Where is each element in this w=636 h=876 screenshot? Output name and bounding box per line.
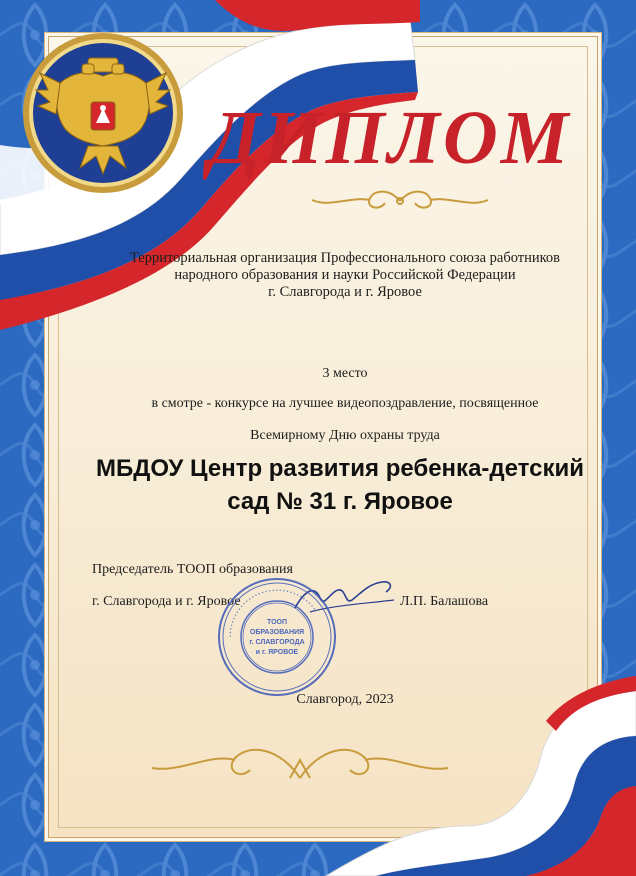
issuer-line-1: Территориальная организация Профессионального союза работников <box>129 250 561 266</box>
winner-name <box>80 452 600 518</box>
stamp-line-4: и г. ЯРОВОЕ <box>255 649 299 656</box>
diploma-title: ДИПЛОМ <box>208 96 572 180</box>
contest-occasion: Всемирному Дню охраны труда <box>250 428 440 443</box>
signer-position-line-1: Председатель ТООП образования <box>92 562 293 577</box>
signer-name: Л.П. Балашова <box>400 594 489 609</box>
winner-line-2: сад № 31 г. Яровое <box>227 488 453 515</box>
russian-coat-of-arms-icon <box>18 28 188 198</box>
stamp-line-3: г. СЛАВГОРОДА <box>249 639 305 646</box>
ribbon-bottom-right <box>316 676 636 876</box>
issuer-line-3: г. Славгорода и г. Яровое <box>268 284 422 300</box>
stamp-line-1: ТООП <box>266 619 288 626</box>
contest-description: в смотре - конкурсе на лучшее видеопоздравление, посвященное <box>151 396 539 411</box>
issuer-line-2: народного образования и науки Российской Федерации <box>174 267 516 283</box>
svg-text:• • • • • • • • • • • • • • •: • • • • • • • • • • • • • • • • • • • • • • • • • • • • • • • • • <box>227 587 317 638</box>
city-and-year: Славгород, 2023 <box>296 692 394 707</box>
signer-position-line-2: г. Славгорода и г. Яровое <box>92 594 241 609</box>
stamp-line-2: ОБРАЗОВАНИЯ <box>249 629 305 636</box>
winner-line-1: МБДОУ Центр развития ребенка-детский <box>96 455 584 482</box>
title-ornament <box>310 186 490 216</box>
award-place: 3 место <box>322 366 368 381</box>
issuer-organization <box>110 250 580 301</box>
